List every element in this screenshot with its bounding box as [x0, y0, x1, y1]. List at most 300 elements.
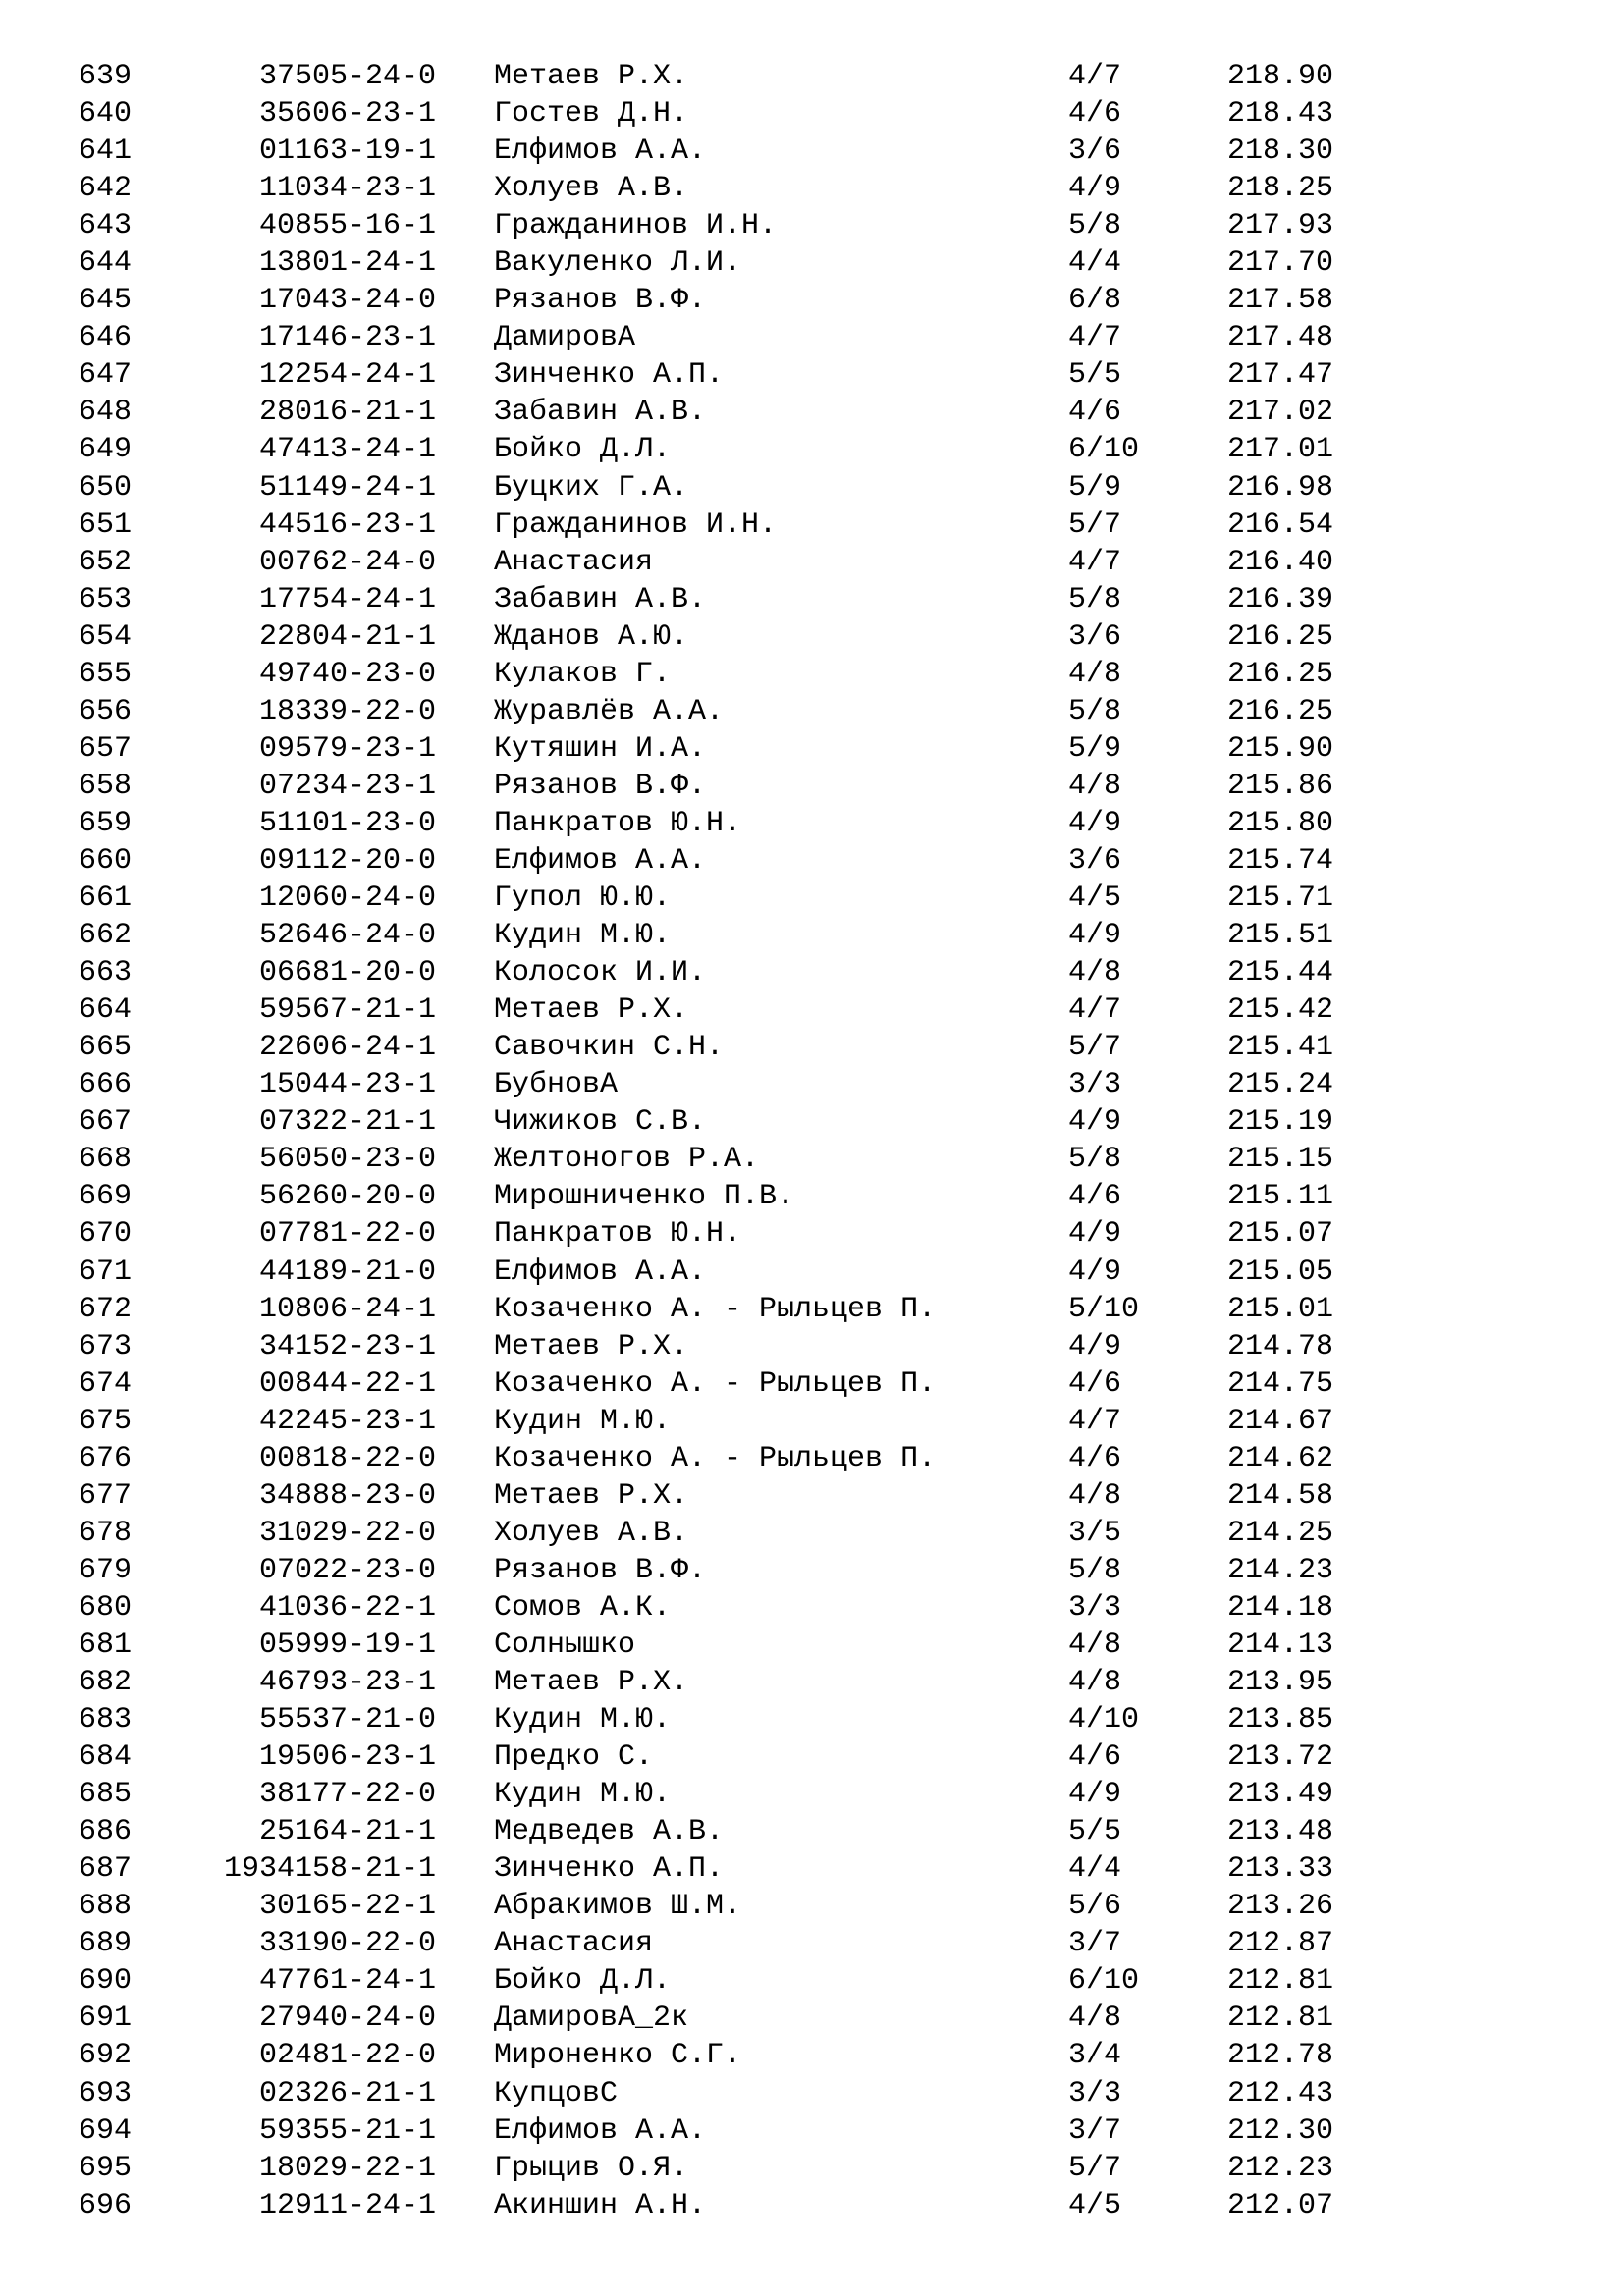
ratio-cell: 3/6	[1068, 619, 1122, 654]
score-cell: 213.85	[1227, 1703, 1334, 1737]
ratio-cell: 3/5	[1068, 1516, 1122, 1550]
ratio-cell: 5/8	[1068, 694, 1122, 728]
participant-name-cell: Гупол Ю.Ю.	[494, 881, 672, 916]
rank-cell: 654	[79, 619, 133, 654]
rank-cell: 690	[79, 1964, 133, 1999]
ratio-cell: 4/6	[1068, 1180, 1122, 1214]
ratio-cell: 3/3	[1068, 1068, 1122, 1102]
ratio-cell: 5/7	[1068, 1031, 1122, 1065]
entry-id-cell: 07781-22-0	[258, 1217, 436, 1252]
score-cell: 213.95	[1227, 1666, 1334, 1700]
ratio-cell: 4/9	[1068, 1778, 1122, 1812]
participant-name-cell: Забавин А.В.	[494, 396, 707, 430]
rank-cell: 658	[79, 769, 133, 803]
score-cell: 215.86	[1227, 769, 1334, 803]
table-row	[0, 1850, 1624, 1888]
ratio-cell: 4/9	[1068, 806, 1122, 840]
entry-id-cell: 52646-24-0	[258, 919, 436, 953]
entry-id-cell: 13801-24-1	[258, 246, 436, 281]
table-row	[0, 2000, 1624, 2037]
ratio-cell: 4/6	[1068, 97, 1122, 132]
rank-cell: 666	[79, 1068, 133, 1102]
ratio-cell: 4/9	[1068, 1217, 1122, 1252]
table-row	[0, 693, 1624, 730]
entry-id-cell: 07234-23-1	[258, 769, 436, 803]
ratio-cell: 6/10	[1068, 433, 1140, 467]
entry-id-cell: 44516-23-1	[258, 507, 436, 542]
participant-name-cell: Акиншин А.Н.	[494, 2188, 707, 2222]
rank-cell: 677	[79, 1478, 133, 1513]
table-row	[0, 1178, 1624, 1215]
table-row	[0, 58, 1624, 95]
table-row	[0, 880, 1624, 917]
table-row	[0, 954, 1624, 991]
entry-id-cell: 51101-23-0	[258, 806, 436, 840]
participant-name-cell: Предко С.	[494, 1740, 654, 1775]
score-cell: 214.75	[1227, 1366, 1334, 1401]
table-row	[0, 544, 1624, 581]
entry-id-cell: 41036-22-1	[258, 1590, 436, 1625]
participant-name-cell: Холуев А.В.	[494, 1516, 689, 1550]
ratio-cell: 4/8	[1068, 769, 1122, 803]
table-row	[0, 1029, 1624, 1066]
table-row	[0, 581, 1624, 618]
ratio-cell: 4/9	[1068, 172, 1122, 206]
participant-name-cell: Метаев Р.Х.	[494, 1329, 689, 1363]
entry-id-cell: 02481-22-0	[258, 2039, 436, 2073]
entry-id-cell: 11034-23-1	[258, 172, 436, 206]
table-row	[0, 768, 1624, 805]
participant-name-cell: Козаченко А. - Рыльцев П.	[494, 1292, 937, 1326]
entry-id-cell: 17146-23-1	[258, 321, 436, 355]
entry-id-cell: 18339-22-0	[258, 694, 436, 728]
rank-cell: 678	[79, 1516, 133, 1550]
participant-name-cell: Козаченко А. - Рыльцев П.	[494, 1441, 937, 1475]
ratio-cell: 5/9	[1068, 731, 1122, 766]
ratio-cell: 4/8	[1068, 1478, 1122, 1513]
table-row	[0, 1664, 1624, 1701]
table-row	[0, 1701, 1624, 1738]
table-row	[0, 1215, 1624, 1253]
entry-id-cell: 18029-22-1	[258, 2151, 436, 2185]
participant-name-cell: Сомов А.К.	[494, 1590, 672, 1625]
score-cell: 217.93	[1227, 209, 1334, 243]
ratio-cell: 4/7	[1068, 993, 1122, 1028]
participant-name-cell: Мирошниченко П.В.	[494, 1180, 795, 1214]
participant-name-cell: Вакуленко Л.И.	[494, 246, 742, 281]
ratio-cell: 3/4	[1068, 2039, 1122, 2073]
score-cell: 215.74	[1227, 843, 1334, 878]
score-cell: 217.48	[1227, 321, 1334, 355]
entry-id-cell: 42245-23-1	[258, 1404, 436, 1438]
rank-cell: 664	[79, 993, 133, 1028]
ratio-cell: 6/10	[1068, 1964, 1140, 1999]
score-cell: 212.81	[1227, 1964, 1334, 1999]
ratio-cell: 4/7	[1068, 60, 1122, 93]
participant-name-cell: Метаев Р.Х.	[494, 60, 689, 93]
table-row	[0, 2112, 1624, 2150]
rank-cell: 691	[79, 2002, 133, 2036]
entry-id-cell: 35606-23-1	[258, 97, 436, 132]
ratio-cell: 4/8	[1068, 2002, 1122, 2036]
score-cell: 213.26	[1227, 1890, 1334, 1924]
entry-id-cell: 51149-24-1	[258, 470, 436, 505]
rank-cell: 667	[79, 1105, 133, 1140]
rank-cell: 649	[79, 433, 133, 467]
entry-id-cell: 12060-24-0	[258, 881, 436, 916]
table-row	[0, 356, 1624, 394]
table-row	[0, 2037, 1624, 2074]
table-row	[0, 1141, 1624, 1178]
entry-id-cell: 49740-23-0	[258, 657, 436, 691]
score-cell: 216.98	[1227, 470, 1334, 505]
entry-id-cell: 19506-23-1	[258, 1740, 436, 1775]
table-row	[0, 282, 1624, 319]
participant-name-cell: Желтоногов Р.А.	[494, 1143, 760, 1177]
score-cell: 215.07	[1227, 1217, 1334, 1252]
score-cell: 213.49	[1227, 1778, 1334, 1812]
ratio-cell: 5/9	[1068, 470, 1122, 505]
participant-name-cell: Мироненко С.Г.	[494, 2039, 742, 2073]
entry-id-cell: 46793-23-1	[258, 1666, 436, 1700]
participant-name-cell: Журавлёв А.А.	[494, 694, 725, 728]
score-cell: 215.15	[1227, 1143, 1334, 1177]
ratio-cell: 4/8	[1068, 956, 1122, 990]
table-row	[0, 1328, 1624, 1365]
ratio-cell: 5/7	[1068, 2151, 1122, 2185]
table-row	[0, 1589, 1624, 1627]
rank-cell: 668	[79, 1143, 133, 1177]
entry-id-cell: 25164-21-1	[258, 1815, 436, 1849]
score-cell: 215.19	[1227, 1105, 1334, 1140]
rank-cell: 647	[79, 358, 133, 393]
participant-name-cell: Кудин М.Ю.	[494, 1404, 672, 1438]
entry-id-cell: 07022-23-0	[258, 1553, 436, 1587]
entry-id-cell: 34152-23-1	[258, 1329, 436, 1363]
rank-cell: 684	[79, 1740, 133, 1775]
ratio-cell: 3/6	[1068, 843, 1122, 878]
participant-name-cell: Медведев А.В.	[494, 1815, 725, 1849]
table-row	[0, 207, 1624, 244]
score-cell: 214.13	[1227, 1628, 1334, 1662]
participant-name-cell: Метаев Р.Х.	[494, 1478, 689, 1513]
ratio-cell: 4/6	[1068, 396, 1122, 430]
table-row	[0, 1962, 1624, 2000]
rank-cell: 652	[79, 545, 133, 579]
score-cell: 212.43	[1227, 2076, 1334, 2110]
participant-name-cell: Чижиков С.В.	[494, 1105, 707, 1140]
ratio-cell: 4/8	[1068, 1628, 1122, 1662]
rank-cell: 679	[79, 1553, 133, 1587]
rank-cell: 660	[79, 843, 133, 878]
entry-id-cell: 02326-21-1	[258, 2076, 436, 2110]
entry-id-cell: 05999-19-1	[258, 1628, 436, 1662]
ratio-cell: 4/5	[1068, 2188, 1122, 2222]
score-cell: 216.25	[1227, 694, 1334, 728]
participant-name-cell: Елфимов А.А.	[494, 2113, 707, 2148]
ratio-cell: 4/6	[1068, 1740, 1122, 1775]
table-row	[0, 805, 1624, 842]
table-row	[0, 1515, 1624, 1552]
participant-name-cell: Рязанов В.Ф.	[494, 769, 707, 803]
participant-name-cell: Савочкин С.Н.	[494, 1031, 725, 1065]
rank-cell: 659	[79, 806, 133, 840]
score-cell: 212.87	[1227, 1927, 1334, 1961]
entry-id-cell: 40855-16-1	[258, 209, 436, 243]
ratio-cell: 4/7	[1068, 1404, 1122, 1438]
table-row	[0, 730, 1624, 768]
rank-cell: 643	[79, 209, 133, 243]
score-cell: 215.44	[1227, 956, 1334, 990]
rank-cell: 639	[79, 60, 133, 93]
participant-name-cell: Кудин М.Ю.	[494, 1703, 672, 1737]
table-row	[0, 1403, 1624, 1440]
participant-name-cell: Бойко Д.Л.	[494, 1964, 672, 1999]
entry-id-cell: 10806-24-1	[258, 1292, 436, 1326]
table-row	[0, 319, 1624, 356]
score-cell: 215.51	[1227, 919, 1334, 953]
entry-id-cell: 30165-22-1	[258, 1890, 436, 1924]
ratio-cell: 4/9	[1068, 919, 1122, 953]
score-cell: 213.33	[1227, 1852, 1334, 1887]
rank-cell: 662	[79, 919, 133, 953]
entry-id-cell: 59567-21-1	[258, 993, 436, 1028]
participant-name-cell: Елфимов А.А.	[494, 843, 707, 878]
rank-cell: 646	[79, 321, 133, 355]
participant-name-cell: Кудин М.Ю.	[494, 919, 672, 953]
participant-name-cell: Солнышко	[494, 1628, 636, 1662]
ratio-cell: 3/6	[1068, 134, 1122, 169]
rank-cell: 665	[79, 1031, 133, 1065]
entry-id-cell: 15044-23-1	[258, 1068, 436, 1102]
table-row	[0, 1888, 1624, 1925]
score-cell: 217.58	[1227, 284, 1334, 318]
ratio-cell: 4/6	[1068, 1366, 1122, 1401]
participant-name-cell: Холуев А.В.	[494, 172, 689, 206]
table-row	[0, 1066, 1624, 1103]
entry-id-cell: 56260-20-0	[258, 1180, 436, 1214]
rank-cell: 683	[79, 1703, 133, 1737]
rank-cell: 685	[79, 1778, 133, 1812]
ratio-cell: 4/7	[1068, 545, 1122, 579]
participant-name-cell: Гражданинов И.Н.	[494, 507, 778, 542]
participant-name-cell: Козаченко А. - Рыльцев П.	[494, 1366, 937, 1401]
score-cell: 215.41	[1227, 1031, 1334, 1065]
rank-cell: 686	[79, 1815, 133, 1849]
ratio-cell: 4/8	[1068, 1666, 1122, 1700]
rank-cell: 669	[79, 1180, 133, 1214]
score-cell: 216.25	[1227, 657, 1334, 691]
table-row	[0, 1925, 1624, 1962]
rank-cell: 641	[79, 134, 133, 169]
score-cell: 215.11	[1227, 1180, 1334, 1214]
entry-id-cell: 47761-24-1	[258, 1964, 436, 1999]
table-row	[0, 431, 1624, 468]
score-cell: 216.54	[1227, 507, 1334, 542]
participant-name-cell: Жданов А.Ю.	[494, 619, 689, 654]
score-cell: 214.62	[1227, 1441, 1334, 1475]
participant-name-cell: Кулаков Г.	[494, 657, 672, 691]
participant-name-cell: Гражданинов И.Н.	[494, 209, 778, 243]
score-cell: 214.58	[1227, 1478, 1334, 1513]
entry-id-cell: 33190-22-0	[258, 1927, 436, 1961]
rank-cell: 651	[79, 507, 133, 542]
entry-id-cell: 56050-23-0	[258, 1143, 436, 1177]
score-cell: 215.42	[1227, 993, 1334, 1028]
participant-name-cell: Метаев Р.Х.	[494, 993, 689, 1028]
table-row	[0, 1477, 1624, 1515]
score-cell: 214.67	[1227, 1404, 1334, 1438]
rank-cell: 687	[79, 1852, 133, 1887]
table-row	[0, 244, 1624, 282]
participant-name-cell: Зинченко А.П.	[494, 1852, 725, 1887]
participant-name-cell: Гостев Д.Н.	[494, 97, 689, 132]
table-row	[0, 394, 1624, 431]
entry-id-cell: 01163-19-1	[258, 134, 436, 169]
ratio-cell: 3/7	[1068, 1927, 1122, 1961]
rank-cell: 671	[79, 1255, 133, 1289]
participant-name-cell: Панкратов Ю.Н.	[494, 806, 742, 840]
rank-cell: 656	[79, 694, 133, 728]
rank-cell: 688	[79, 1890, 133, 1924]
table-row	[0, 2187, 1624, 2224]
entry-id-cell: 27940-24-0	[258, 2002, 436, 2036]
entry-id-cell: 34888-23-0	[258, 1478, 436, 1513]
entry-id-cell: 00818-22-0	[258, 1441, 436, 1475]
score-cell: 213.48	[1227, 1815, 1334, 1849]
participant-name-cell: Рязанов В.Ф.	[494, 284, 707, 318]
ratio-cell: 5/10	[1068, 1292, 1140, 1326]
rank-cell: 653	[79, 582, 133, 616]
ratio-cell: 4/9	[1068, 1329, 1122, 1363]
ratio-cell: 5/5	[1068, 1815, 1122, 1849]
table-row	[0, 1254, 1624, 1291]
rank-cell: 661	[79, 881, 133, 916]
score-cell: 216.25	[1227, 619, 1334, 654]
entry-id-cell: 22804-21-1	[258, 619, 436, 654]
rank-cell: 655	[79, 657, 133, 691]
entry-id-cell: 12254-24-1	[258, 358, 436, 393]
participant-name-cell: Анастасия	[494, 1927, 654, 1961]
ratio-cell: 4/6	[1068, 1441, 1122, 1475]
participant-name-cell: Бойко Д.Л.	[494, 433, 672, 467]
participant-name-cell: Кудин М.Ю.	[494, 1778, 672, 1812]
participant-name-cell: Зинченко А.П.	[494, 358, 725, 393]
entry-id-cell: 37505-24-0	[258, 60, 436, 93]
rank-cell: 689	[79, 1927, 133, 1961]
score-cell: 212.07	[1227, 2188, 1334, 2222]
ratio-cell: 5/7	[1068, 507, 1122, 542]
rank-cell: 645	[79, 284, 133, 318]
entry-id-cell: 07322-21-1	[258, 1105, 436, 1140]
ratio-cell: 6/8	[1068, 284, 1122, 318]
rank-cell: 682	[79, 1666, 133, 1700]
ratio-cell: 3/3	[1068, 1590, 1122, 1625]
score-cell: 214.18	[1227, 1590, 1334, 1625]
rank-cell: 694	[79, 2113, 133, 2148]
rank-cell: 696	[79, 2188, 133, 2222]
score-cell: 214.23	[1227, 1553, 1334, 1587]
rank-cell: 674	[79, 1366, 133, 1401]
participant-name-cell: Елфимов А.А.	[494, 134, 707, 169]
entry-id-cell: 09579-23-1	[258, 731, 436, 766]
table-row	[0, 2075, 1624, 2112]
rank-cell: 681	[79, 1628, 133, 1662]
score-cell: 218.43	[1227, 97, 1334, 132]
score-cell: 212.78	[1227, 2039, 1334, 2073]
participant-name-cell: Метаев Р.Х.	[494, 1666, 689, 1700]
score-cell: 218.30	[1227, 134, 1334, 169]
table-row	[0, 2150, 1624, 2187]
score-cell: 215.05	[1227, 1255, 1334, 1289]
participant-name-cell: Грыцив О.Я.	[494, 2151, 689, 2185]
score-cell: 218.90	[1227, 60, 1334, 93]
entry-id-cell: 00844-22-1	[258, 1366, 436, 1401]
rank-cell: 642	[79, 172, 133, 206]
participant-name-cell: БубновА	[494, 1068, 619, 1102]
table-row	[0, 1365, 1624, 1403]
rank-cell: 676	[79, 1441, 133, 1475]
ratio-cell: 5/8	[1068, 1143, 1122, 1177]
score-cell: 218.25	[1227, 172, 1334, 206]
rank-cell: 673	[79, 1329, 133, 1363]
rank-cell: 663	[79, 956, 133, 990]
rank-cell: 644	[79, 246, 133, 281]
score-cell: 214.78	[1227, 1329, 1334, 1363]
rank-cell: 670	[79, 1217, 133, 1252]
ratio-cell: 4/9	[1068, 1105, 1122, 1140]
score-cell: 215.24	[1227, 1068, 1334, 1102]
ratio-cell: 4/9	[1068, 1255, 1122, 1289]
table-row	[0, 1738, 1624, 1776]
rank-cell: 675	[79, 1404, 133, 1438]
rank-cell: 672	[79, 1292, 133, 1326]
participant-name-cell: Рязанов В.Ф.	[494, 1553, 707, 1587]
entry-id-cell: 55537-21-0	[258, 1703, 436, 1737]
table-row	[0, 842, 1624, 880]
table-row	[0, 991, 1624, 1029]
score-cell: 216.39	[1227, 582, 1334, 616]
ratio-cell: 5/6	[1068, 1890, 1122, 1924]
table-row	[0, 1627, 1624, 1664]
score-cell: 214.25	[1227, 1516, 1334, 1550]
rank-cell: 693	[79, 2076, 133, 2110]
participant-name-cell: Абракимов Ш.М.	[494, 1890, 742, 1924]
table-row	[0, 917, 1624, 954]
score-cell: 212.23	[1227, 2151, 1334, 2185]
score-cell: 217.70	[1227, 246, 1334, 281]
ratio-cell: 5/8	[1068, 209, 1122, 243]
ratio-cell: 4/4	[1068, 1852, 1122, 1887]
table-row	[0, 1813, 1624, 1850]
score-cell: 215.80	[1227, 806, 1334, 840]
table-row	[0, 95, 1624, 133]
ratio-cell: 4/4	[1068, 246, 1122, 281]
ratio-cell: 4/8	[1068, 657, 1122, 691]
ratio-cell: 4/7	[1068, 321, 1122, 355]
table-row	[0, 1552, 1624, 1589]
ratio-cell: 5/8	[1068, 1553, 1122, 1587]
entry-id-cell: 47413-24-1	[258, 433, 436, 467]
table-row	[0, 618, 1624, 656]
rank-cell: 648	[79, 396, 133, 430]
ratio-cell: 5/8	[1068, 582, 1122, 616]
table-row	[0, 1440, 1624, 1477]
score-cell: 217.47	[1227, 358, 1334, 393]
table-row	[0, 170, 1624, 207]
participant-name-cell: ДамировА_2к	[494, 2002, 689, 2036]
participant-name-cell: Буцких Г.А.	[494, 470, 689, 505]
